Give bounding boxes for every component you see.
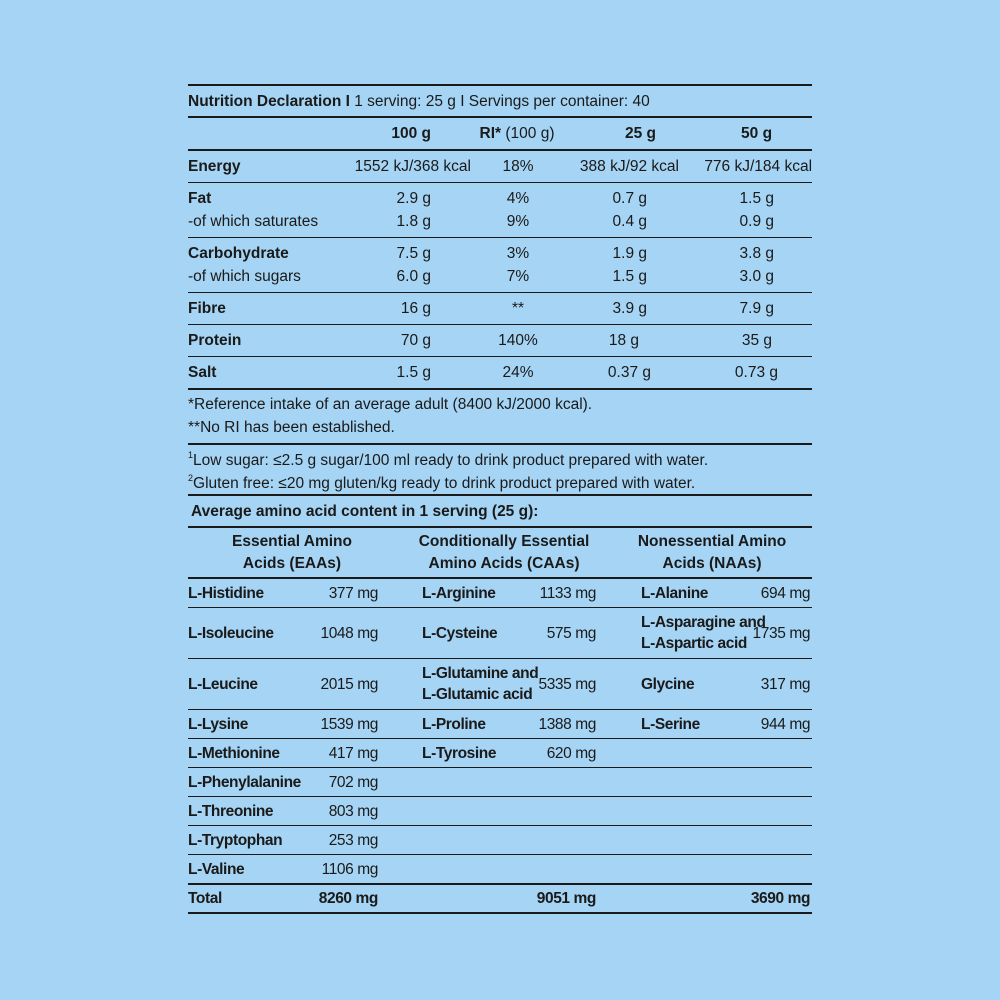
- reference-note: *Reference intake of an average adult (8400 kJ/2000 kcal).: [188, 396, 593, 413]
- row-label: Energy: [188, 150, 348, 183]
- nutrition-title-row: [188, 85, 812, 117]
- table-row: [188, 855, 812, 885]
- eaa-name: L-Methionine: [188, 739, 303, 768]
- eaa-name: L-Histidine: [188, 578, 303, 608]
- table-row: [188, 659, 812, 710]
- caa-amount: 1133 mg: [521, 578, 612, 608]
- row-carbohydrate: [188, 238, 812, 293]
- value-100g: 6.0 g: [396, 268, 431, 285]
- value-50g: 1.5 g: [739, 190, 775, 207]
- value-25g: 388 kJ/92 kcal: [563, 150, 681, 183]
- table-row: [188, 768, 812, 797]
- value-50g: 3.0 g: [739, 268, 775, 285]
- eaa-amount: 803 mg: [303, 797, 396, 826]
- value-25g: 1.5 g: [612, 268, 647, 285]
- row-sublabel: -of which saturates: [188, 213, 319, 230]
- eaa-name: L-Valine: [188, 860, 245, 878]
- value-ri: 3%: [506, 245, 530, 262]
- value-ri: 140%: [473, 325, 563, 357]
- row-protein: [188, 325, 812, 357]
- footnotes: [188, 445, 812, 495]
- value-50g: 35 g: [681, 325, 812, 357]
- value-100g: 1.5 g: [348, 357, 473, 390]
- caa-amount: 620 mg: [521, 739, 612, 768]
- eaa-amount: 1539 mg: [303, 710, 396, 739]
- value-100g: 1552 kJ/368 kcal: [348, 150, 473, 183]
- value-100g: 16 g: [348, 293, 473, 325]
- naa-name: L-Serine: [612, 710, 747, 739]
- eaa-name: L-Tryptophan: [188, 826, 303, 855]
- caa-header: Conditionally Essential Amino Acids (CAAs): [396, 527, 612, 578]
- row-salt: [188, 357, 812, 390]
- reference-notes: [188, 390, 812, 445]
- eaa-name: L-Threonine: [188, 797, 303, 826]
- caa-name: L-Arginine: [396, 578, 521, 608]
- col-25g-header: 25 g: [563, 117, 681, 150]
- eaa-amount: 702 mg: [303, 768, 396, 797]
- footnote: $^2$Gluten free: ≤20 mg gluten/kg ready to drink product prepared with water.: [188, 473, 696, 492]
- value-25g: 18 g: [563, 325, 681, 357]
- value-50g: 3.8 g: [739, 245, 775, 262]
- value-50g: 0.9 g: [739, 213, 775, 230]
- table-row: [188, 578, 812, 608]
- eaa-amount: 1048 mg: [303, 608, 396, 659]
- value-ri: 24%: [473, 357, 563, 390]
- amino-header-row: [188, 527, 812, 578]
- amino-title: Average amino acid content in 1 serving (25 g):: [188, 495, 812, 527]
- eaa-name: L-Leucine: [188, 659, 303, 710]
- eaa-name: L-Lysine: [188, 710, 303, 739]
- value-ri: 18%: [473, 150, 563, 183]
- row-fat: [188, 183, 812, 238]
- row-energy: [188, 150, 812, 183]
- eaa-total: 8260 mg: [303, 884, 396, 913]
- value-25g: 0.37 g: [563, 357, 681, 390]
- eaa-amount: 2015 mg: [303, 659, 396, 710]
- nutrition-header-row: [188, 117, 812, 150]
- nutrition-table: [188, 84, 812, 390]
- footnote: $^1$Low sugar: ≤2.5 g sugar/100 ml ready to drink product prepared with water.: [188, 450, 709, 469]
- caa-name: L-Proline: [396, 710, 521, 739]
- value-100g: 2.9 g: [396, 190, 431, 207]
- value-ri: 9%: [506, 213, 530, 230]
- naa-amount: 317 mg: [747, 659, 812, 710]
- value-100g: 7.5 g: [396, 245, 431, 262]
- amino-acid-table: [188, 494, 812, 914]
- caa-amount: 5335 mg: [521, 659, 612, 710]
- caa-name: L-Glutamine and L-Glutamic acid: [396, 659, 521, 710]
- value-50g: 7.9 g: [681, 293, 812, 325]
- row-label: Fat: [188, 190, 212, 207]
- value-25g: 3.9 g: [563, 293, 681, 325]
- value-25g: 0.4 g: [612, 213, 647, 230]
- value-50g: 0.73 g: [681, 357, 812, 390]
- amino-title-row: [188, 495, 812, 527]
- eaa-amount: 253 mg: [303, 826, 396, 855]
- naa-name: L-Alanine: [612, 578, 747, 608]
- table-row: [188, 797, 812, 826]
- eaa-amount: 377 mg: [303, 578, 396, 608]
- row-fibre: [188, 293, 812, 325]
- naa-name: L-Asparagine and L-Aspartic acid: [612, 608, 747, 659]
- eaa-amount: 417 mg: [303, 739, 396, 768]
- caa-name: L-Tyrosine: [396, 739, 521, 768]
- nutrition-title: Nutrition Declaration I: [188, 93, 350, 110]
- value-100g: 70 g: [348, 325, 473, 357]
- naa-header: Nonessential Amino Acids (NAAs): [612, 527, 812, 578]
- eaa-header: Essential Amino Acids (EAAs): [188, 527, 396, 578]
- value-100g: 1.8 g: [396, 213, 431, 230]
- table-row: [188, 739, 812, 768]
- col-ri-header: RI* (100 g): [473, 117, 563, 150]
- naa-amount: 1735 mg: [747, 608, 812, 659]
- caa-total: 9051 mg: [521, 884, 612, 913]
- value-ri: 7%: [506, 268, 530, 285]
- eaa-name: L-Phenylalanine: [188, 768, 303, 797]
- row-label: Salt: [188, 357, 348, 390]
- table-row: [188, 608, 812, 659]
- naa-total: 3690 mg: [747, 884, 812, 913]
- naa-name: Glycine: [612, 659, 747, 710]
- value-25g: 1.9 g: [612, 245, 647, 262]
- caa-name: L-Cysteine: [396, 608, 521, 659]
- value-ri: **: [473, 293, 563, 325]
- value-25g: 0.7 g: [612, 190, 647, 207]
- value-ri: 4%: [506, 190, 530, 207]
- nutrition-panel: [188, 84, 812, 495]
- eaa-amount: 1106 mg: [321, 860, 378, 878]
- row-label: Fibre: [188, 293, 348, 325]
- total-label: Total: [188, 884, 303, 913]
- table-row: [188, 826, 812, 855]
- row-label: Carbohydrate: [188, 245, 289, 262]
- row-label: Protein: [188, 325, 348, 357]
- row-sublabel: -of which sugars: [188, 268, 301, 285]
- reference-note: **No RI has been established.: [188, 419, 395, 436]
- caa-amount: 575 mg: [521, 608, 612, 659]
- eaa-name: L-Isoleucine: [188, 608, 303, 659]
- total-row: [188, 884, 812, 913]
- naa-amount: 944 mg: [747, 710, 812, 739]
- value-50g: 776 kJ/184 kcal: [681, 150, 812, 183]
- col-50g-header: 50 g: [681, 117, 812, 150]
- serving-info: 1 serving: 25 g I Servings per container: 40: [349, 93, 650, 110]
- table-row: [188, 710, 812, 739]
- caa-amount: 1388 mg: [521, 710, 612, 739]
- naa-amount: 694 mg: [747, 578, 812, 608]
- col-100g-header: 100 g: [348, 117, 473, 150]
